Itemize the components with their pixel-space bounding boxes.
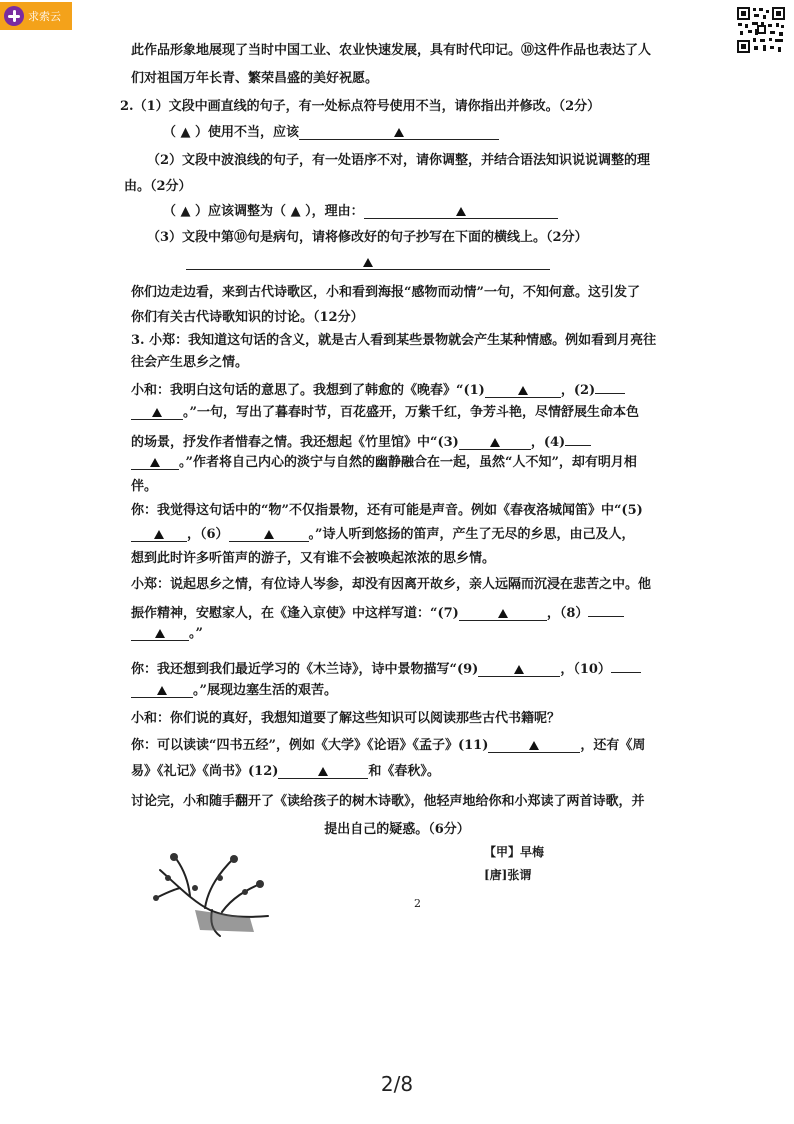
qr-code-icon: [736, 6, 786, 54]
question-2-2: （2）文段中波浪线的句子，有一处语序不对，请你调整，并结合语法知识说说调整的理: [147, 153, 651, 168]
answer-blank[interactable]: [131, 454, 179, 470]
marker-triangle: [150, 458, 160, 467]
dialogue-line: [131, 404, 639, 422]
plum-branch-illustration: [150, 848, 272, 938]
marker-triangle: [157, 686, 167, 695]
answer-blank[interactable]: [229, 526, 309, 542]
answer-line-2-3: [186, 254, 550, 272]
answer-blank[interactable]: [565, 430, 591, 446]
dialogue-text: ，（10）: [560, 662, 611, 677]
marker-triangle: [456, 207, 466, 216]
marker-triangle: [155, 629, 165, 638]
answer-prompt: （ ▲ ）应该调整为（ ▲ ），理由：: [163, 204, 364, 219]
question-2-1: 2.（1）文段中画直线的句子，有一处标点符号使用不当，请你指出并修改。（2分）: [120, 99, 601, 114]
marker-triangle: [363, 258, 373, 267]
logo-label: 求索云: [28, 10, 61, 23]
dialogue-text: 。”: [189, 626, 203, 641]
dialogue-text: 。”展现边塞生活的艰苦。: [193, 683, 337, 698]
dialogue-text: 你：可以读读“四书五经”，例如《大学》《论语》《孟子》(11): [131, 738, 489, 753]
dialogue-line: 小郑：说起思乡之情，有位诗人岑参，却没有因离开故乡，亲人远隔而沉浸在悲苦之中。他: [131, 577, 652, 592]
dialogue-line: [131, 601, 624, 623]
dialogue-text: 的场景，抒发作者惜春之情。我还想起《竹里馆》中“(3): [131, 435, 459, 450]
dialogue-line: [131, 430, 591, 452]
dialogue-line: [131, 454, 637, 472]
dialogue-text: ，(4): [530, 435, 566, 450]
answer-blank[interactable]: [186, 254, 550, 270]
text-line: 们对祖国万年长青、繁荣昌盛的美好祝愿。: [131, 71, 379, 86]
answer-blank[interactable]: [595, 378, 625, 394]
answer-line-2-1: [163, 124, 499, 142]
dialogue-line: 小和：你们说的真好，我想知道要了解这些知识可以阅读那些古代书籍呢？: [131, 711, 561, 726]
dialogue-text: 。”一句，写出了暮春时节，百花盛开，万紫千红，争芳斗艳，尽情舒展生命本色: [183, 405, 639, 420]
logo-icon: [4, 6, 24, 26]
marker-triangle: [514, 665, 524, 674]
marker-triangle: [498, 609, 508, 618]
dialogue-line: [131, 378, 625, 400]
question-3: 3. 小郑：我知道这句话的含义，就是古人看到某些景物就会产生某种情感。例如看到月亮往: [131, 333, 657, 348]
dialogue-text: 振作精神，安慰家人，在《逢入京使》中这样写道：“(7): [131, 606, 459, 621]
answer-line-2-2: [163, 203, 558, 221]
answer-blank[interactable]: [588, 601, 624, 617]
text-line: 你们边走边看，来到古代诗歌区，小和看到海报“感物而动情”一句，不知何意。这引发了: [131, 285, 640, 300]
answer-blank[interactable]: [278, 763, 368, 779]
answer-blank[interactable]: [131, 625, 189, 641]
answer-blank[interactable]: [478, 661, 560, 677]
text-line: 你们有关古代诗歌知识的讨论。（12分）: [131, 310, 364, 325]
dialogue-line: [131, 737, 645, 755]
dialogue-text: 和《春秋》。: [368, 764, 440, 779]
answer-blank[interactable]: [299, 124, 499, 140]
text-line: 往会产生思乡之情。: [131, 355, 249, 370]
answer-blank[interactable]: [131, 404, 183, 420]
marker-triangle: [154, 530, 164, 539]
marker-triangle: [490, 438, 500, 447]
text-line: 讨论完，小和随手翻开了《读给孩子的树木诗歌》，他轻声地给你和小郑读了两首诗歌，并: [131, 794, 645, 809]
dialogue-line: [131, 625, 203, 643]
answer-blank[interactable]: [364, 203, 558, 219]
marker-triangle: [264, 530, 274, 539]
dialogue-line: [131, 763, 440, 781]
answer-blank[interactable]: [459, 434, 531, 450]
answer-blank[interactable]: [485, 382, 561, 398]
dialogue-line: [131, 682, 337, 700]
question-2-3: （3）文段中第⑩句是病句，请将修改好的句子抄写在下面的横线上。（2分）: [147, 230, 588, 245]
dialogue-text: ，还有《周: [580, 738, 646, 753]
marker-triangle: [394, 128, 404, 137]
dialogue-line: 你：我觉得这句话中的“物”不仅指景物，还有可能是声音。例如《春夜洛城闻笛》中“(5): [131, 503, 643, 518]
dialogue-text: 你：我还想到我们最近学习的《木兰诗》，诗中景物描写“(9): [131, 662, 479, 677]
logo-badge[interactable]: [0, 2, 72, 30]
marker-triangle: [152, 408, 162, 417]
answer-blank[interactable]: [488, 737, 580, 753]
answer-blank[interactable]: [131, 526, 187, 542]
dialogue-text: ，（6）: [187, 527, 229, 542]
answer-blank[interactable]: [131, 682, 193, 698]
answer-blank[interactable]: [611, 657, 641, 673]
dialogue-text: ，(2): [560, 383, 596, 398]
dialogue-text: 易》《礼记》《尚书》(12): [131, 764, 279, 779]
page-number: 2: [414, 897, 421, 910]
answer-blank[interactable]: [459, 605, 547, 621]
marker-triangle: [318, 767, 328, 776]
text-line: 想到此时许多听笛声的游子，又有谁不会被唤起浓浓的思乡情。: [131, 551, 496, 566]
text-line: 提出自己的疑惑。（6分）: [324, 822, 470, 837]
poem-author: [唐]张谓: [484, 868, 532, 882]
poem-title: 【甲】早梅: [484, 845, 545, 859]
page-indicator: 2/8: [380, 1072, 414, 1096]
text-line: 伴。: [131, 479, 158, 494]
answer-prompt: （ ▲ ）使用不当，应该: [163, 125, 300, 140]
dialogue-line: [131, 657, 641, 679]
marker-triangle: [518, 386, 528, 395]
dialogue-text: 。”诗人听到悠扬的笛声，产生了无尽的乡思，由己及人，: [308, 527, 635, 542]
marker-triangle: [529, 741, 539, 750]
text-line: 由。（2分）: [124, 179, 192, 194]
dialogue-text: 。”作者将自己内心的淡宁与自然的幽静融合在一起，虽然“人不知”，却有明月相: [179, 455, 637, 470]
dialogue-text: ，（8）: [546, 606, 589, 621]
dialogue-text: 小和：我明白这句话的意思了。我想到了韩愈的《晚春》“(1): [131, 383, 485, 398]
dialogue-line: [131, 526, 635, 544]
text-line: 此作品形象地展现了当时中国工业、农业快速发展，具有时代印记。⑩这件作品也表达了人: [131, 43, 652, 58]
